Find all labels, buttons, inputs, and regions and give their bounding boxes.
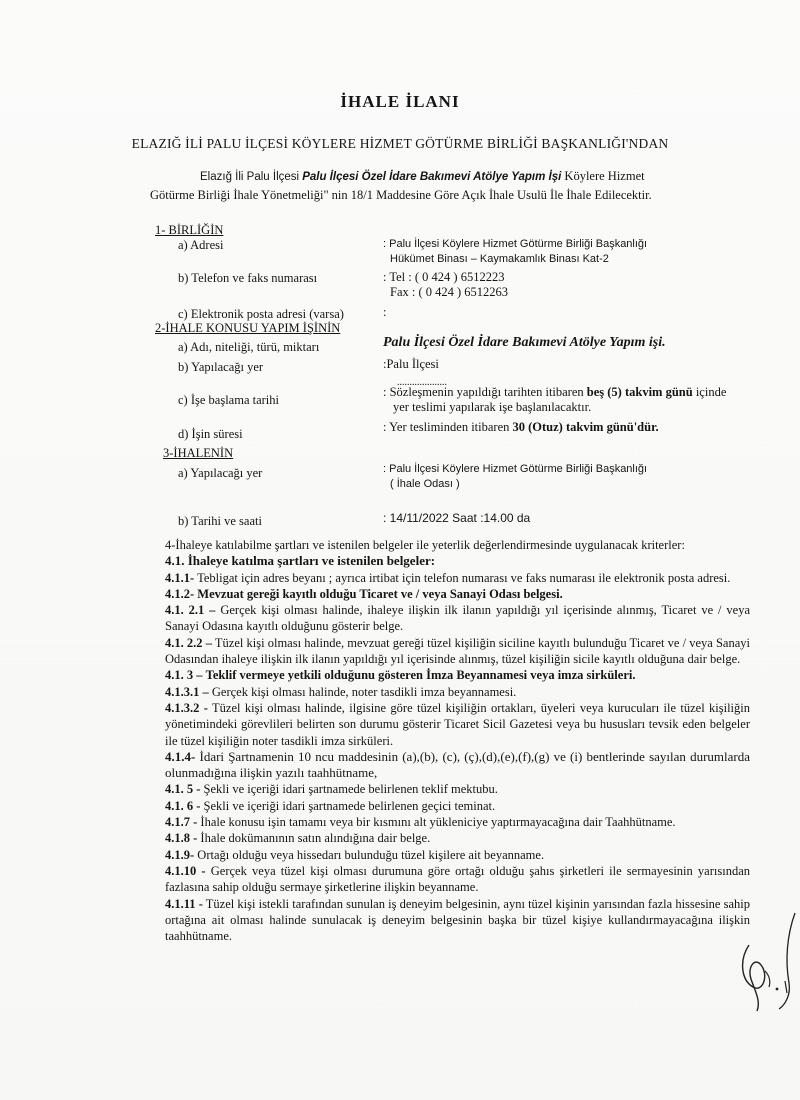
criteria-4-1-3-1 (165, 684, 750, 700)
document-subtitle: ELAZIĞ İLİ PALU İLÇESİ KÖYLERE HİZMET GÖTÜRME BİRLİĞİ BAŞKANLIĞI'NDAN (131, 136, 669, 151)
criteria-text: Ortağı olduğu veya hissedarı bulunduğu tüzel kişilere ait beyanname. (197, 847, 545, 862)
criteria-heading: 4-İhaleye katılabilme şartları ve istenilen belgeler ile yeterlik değerlendirmesinde uygulanacak kriterler: (165, 538, 685, 552)
criteria-4-1-3 (165, 667, 750, 683)
criteria-text: Mevzuat gereği kayıtlı olduğu Ticaret ve / veya Sanayi Odası belgesi. (197, 586, 563, 601)
criteria-4-1-2-2 (165, 635, 750, 668)
criteria-text: Şekli ve içeriği idari şartnamede belirlenen geçici teminat. (203, 798, 496, 813)
criteria-4-1-3-2 (165, 700, 750, 749)
email-label: c) Elektronik posta adresi (varsa) (178, 307, 344, 321)
sure-text-a: : Yer tesliminden itibaren (383, 420, 510, 434)
criteria-number: 4.1. 5 - (165, 782, 201, 797)
criteria-4-1-6 (165, 798, 750, 814)
tel-line: : Tel : ( 0 424 ) 6512223 (383, 270, 505, 284)
criteria-4-1-2 (165, 586, 750, 602)
ihale-yer-value (383, 461, 647, 492)
criteria-number: 4.1. 3 – (165, 668, 203, 683)
criteria-number: 4.1.11 - (165, 896, 203, 911)
criteria-4-1-10 (165, 863, 750, 896)
criteria-text: İhale dokümanının satın alındığına dair belge. (200, 831, 431, 846)
criteria-4-1-4 (165, 749, 750, 782)
criteria-number: 4.1. 2.1 – (165, 603, 216, 618)
section-1-title: 1- BİRLİĞİN (155, 223, 224, 237)
baslama-value (383, 385, 778, 415)
criteria-text: Tüzel kişi olması halinde, ilgisine göre tüzel kişiliğin ortakları, üyeleri veya kurucuları ile tüzel kişiliğin yönetimindeki görevlileri belirten son durumu gösterir Ticaret Sicil Gazetesi veya bu hususları tevsik eden belgeler ile tüzel kişiliğin noter tasdikli imza sirküleri. (165, 700, 750, 748)
criteria-number: 4.1.3.2 - (165, 700, 208, 715)
intro-paragraph (150, 167, 715, 204)
criteria-number: 4.1.2- (165, 586, 195, 601)
criteria-number: 4.1.4- (165, 748, 196, 764)
criteria-4-1-5 (165, 781, 750, 797)
telefon-value (383, 270, 508, 300)
adres-value (383, 236, 647, 267)
criteria-4-1-2-1 (165, 602, 750, 635)
adres-line-1: : Palu İlçesi Köylere Hizmet Götürme Birliği Başkanlığı (383, 238, 648, 250)
criteria-text: Gerçek kişi olması halinde, ihaleye ilişkin ilk ilanın yapıldığı yıl içerisinde alınmış, Ticaret ve / veya Sanayi Odasına kayıtlı olduğunu gösterir belge. (165, 603, 751, 634)
criteria-4-1-9 (165, 847, 750, 863)
adi-value: Palu İlçesi Özel İdare Bakımevi Atölye Yapım işi. (383, 335, 666, 350)
baslama-text-b: beş (5) takvim günü (586, 385, 693, 399)
baslama-label: c) İşe başlama tarihi (178, 393, 279, 407)
criteria-4-1-8 (165, 830, 750, 846)
sure-label: d) İşin süresi (178, 427, 243, 441)
sure-text-b: 30 (Otuz) takvim günü'dür. (512, 420, 659, 434)
criteria-text: Tebligat için adres beyanı ; ayrıca irtibat için telefon numarası ve faks numarası ile elektronik posta adresi. (197, 570, 731, 585)
criteria-number: 4.1. 6 - (165, 798, 201, 813)
criteria-number: 4.1.1- (165, 570, 195, 585)
dotted-line: .................... (397, 377, 447, 388)
section-3-title: 3-İHALENİN (163, 446, 234, 460)
ihale-tarih-text: : 14/11/2022 Saat :14.00 da (383, 511, 531, 525)
criteria-text: Gerçek veya tüzel kişi olması durumuna göre ortağı olduğu şahıs şirketleri ile sermayesinin yarısından fazlasına sahip olduğu sermaye şirketlerine ilişkin beyanname. (165, 863, 751, 895)
criteria-text: Teklif vermeye yetkili olduğunu gösteren İmza Beyannamesi veya imza sirküleri. (205, 668, 636, 683)
criteria-text: Tüzel kişi olması halinde, mevzuat gereği tüzel kişiliğin siciline kayıtlı bulunduğu Ticaret ve / veya Sanayi Odasından ihaleye ilişkin ilk ilanın yapıldığı yıl içerisinde alınmış, tüzel kişiliğin sicile kayıtlı olduğuna dair belge. (165, 635, 751, 667)
ihale-tarih-value (383, 511, 530, 526)
criteria-text: Şekli ve içeriği idari şartnamede belirlenen teklif mektubu. (203, 782, 498, 797)
baslama-text-a: : Sözleşmenin yapıldığı tarihten itibaren (383, 385, 584, 399)
criteria-text: İdari Şartnamenin 10 ncu maddesinin (a),(b), (c), (ç),(d),(e),(f),(g) ve (i) bentlerinde sayılan durumlarda olunmadığına ilişkin yazılı taahhütname, (165, 748, 750, 781)
criteria-number: 4.1.7 - (165, 815, 198, 830)
criteria-text: Tüzel kişi istekli tarafından sunulan iş deneyim belgesinin, aynı tüzel kişinin yarısından fazla hissesine sahip ortağına ait olması halinde sunulacak iş deneyim belgesinin başka bir tüzel kişiye kullandırmayacağına ilişkin taahhütname. (165, 896, 750, 944)
section-2-title: 2-İHALE KONUSU YAPIM İŞİNİN (155, 321, 341, 335)
intro-part-2: Palu İlçesi Özel İdare Bakımevi Atölye Yapım İşi (302, 171, 562, 183)
criteria-section (165, 537, 750, 944)
signature-mark (735, 905, 800, 1015)
criteria-4-1-11 (165, 896, 750, 945)
adres-label: a) Adresi (178, 238, 224, 252)
ihale-yer-line-1: : Palu İlçesi Köylere Hizmet Götürme Birliği Başkanlığı (383, 463, 648, 475)
criteria-4-1-7 (165, 814, 750, 830)
adres-line-2: Hükümet Binası – Kaymakamlık Binası Kat-2 (390, 253, 609, 265)
sure-value (383, 420, 659, 435)
intro-part-4: Götürme Birliği İhale Yönetmeliği" nin 18/1 Maddesine Göre Açık İhale Usulü İle İhale Edilecektir. (150, 188, 652, 202)
criteria-4-1: 4.1. İhaleye katılma şartları ve istenilen belgeler: (165, 553, 436, 569)
intro-part-3: Köylere Hizmet (564, 169, 645, 183)
ihale-yer-line-2: ( İhale Odası ) (390, 478, 460, 490)
baslama-text-c: içinde (695, 385, 727, 399)
ihale-yer-label: a) Yapılacağı yer (178, 466, 263, 480)
criteria-number: 4.1.9- (165, 847, 195, 862)
intro-part-1: Elazığ İli Palu İlçesi (200, 171, 300, 183)
criteria-text: Gerçek kişi olması halinde, noter tasdikli imza beyannamesi. (211, 684, 517, 699)
yapim-yer-value: :Palu İlçesi (383, 357, 439, 371)
criteria-number: 4.1.3.1 – (165, 684, 209, 699)
document-title: İHALE İLANI (340, 92, 460, 111)
criteria-text: İhale konusu işin tamamı veya bir kısmını alt yükleniciye yaptırmayacağına dair Taahhütname. (200, 815, 676, 830)
criteria-number: 4.1.8 - (165, 831, 198, 846)
adi-label: a) Adı, niteliği, türü, miktarı (178, 340, 320, 354)
criteria-number: 4.1. 2.2 – (165, 635, 212, 650)
criteria-4-1-1 (165, 570, 750, 586)
ihale-tarih-label: b) Tarihi ve saati (178, 514, 262, 528)
fax-line: Fax : ( 0 424 ) 6512263 (390, 285, 509, 299)
baslama-text-d: yer teslimi yapılarak işe başlanılacaktır. (393, 400, 592, 414)
email-value: : (383, 305, 387, 319)
telefon-label: b) Telefon ve faks numarası (178, 271, 318, 285)
criteria-number: 4.1.10 - (165, 863, 206, 878)
yapim-yer-label: b) Yapılacağı yer (178, 360, 264, 374)
